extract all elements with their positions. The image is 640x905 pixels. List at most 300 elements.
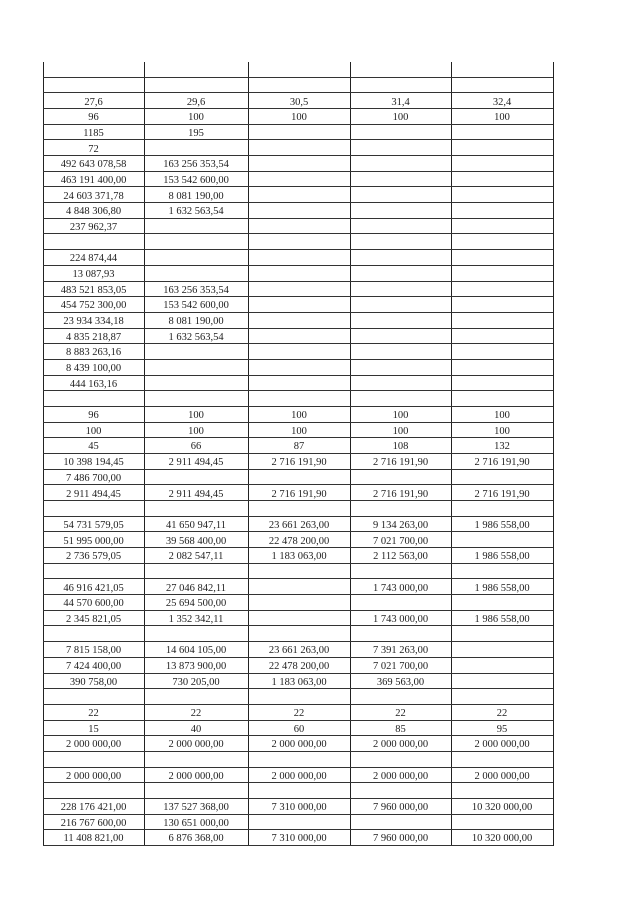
table-cell [451, 783, 553, 798]
table-cell: 2 716 191,90 [474, 457, 530, 469]
table-row [43, 689, 553, 705]
table-cell: 108 [392, 441, 409, 453]
table-cell [43, 78, 144, 93]
table-row [43, 454, 553, 470]
table-cell [451, 219, 553, 234]
table-cell: 72 [88, 143, 99, 155]
table-cell: 463 191 400,00 [60, 174, 127, 186]
table-cell: 22 478 200,00 [268, 535, 330, 547]
table-cell: 14 604 105,00 [165, 645, 227, 657]
table-row [43, 297, 553, 313]
table-cell [248, 62, 350, 77]
table-cell [451, 203, 553, 218]
table-cell: 100 [494, 410, 510, 422]
table-cell [451, 626, 553, 641]
table-cell: 4 835 218,87 [65, 331, 122, 343]
table-cell: 7 424 400,00 [65, 661, 122, 672]
table-row [43, 344, 553, 360]
table-cell [451, 658, 553, 673]
table-cell [144, 783, 248, 798]
table-row [43, 658, 553, 674]
table-row [43, 830, 553, 846]
table-cell [350, 689, 451, 704]
data-table [43, 62, 553, 846]
table-cell [144, 376, 248, 391]
table-cell [248, 689, 350, 704]
table-cell: 10 320 000,00 [471, 833, 533, 845]
table-cell [248, 783, 350, 798]
table-cell: 39 568 400,00 [165, 535, 227, 547]
table-cell [350, 470, 451, 485]
table-cell: 2 000 000,00 [271, 770, 327, 782]
table-cell: 153 542 600,00 [163, 174, 229, 186]
table-row [43, 203, 553, 219]
table-row [43, 360, 553, 376]
table-cell: 1 183 063,00 [271, 551, 327, 563]
table-cell: 7 960 000,00 [372, 833, 429, 845]
table-row [43, 187, 553, 203]
table-cell [248, 297, 350, 312]
table-cell: 483 521 853,05 [60, 284, 127, 296]
table-row [43, 313, 553, 329]
table-cell [451, 250, 553, 265]
table-cell [350, 391, 451, 406]
table-cell: 23 934 334,18 [63, 316, 124, 328]
table-cell [248, 815, 350, 830]
table-row [43, 705, 553, 721]
table-cell: 4 848 306,80 [65, 206, 122, 218]
table-cell [144, 360, 248, 375]
table-cell: 2 911 494,45 [168, 457, 224, 469]
table-cell [144, 564, 248, 579]
table-cell [350, 125, 451, 140]
table-cell: 100 [188, 425, 204, 437]
table-row [43, 140, 553, 156]
table-cell: 32,4 [492, 96, 512, 108]
table-cell [248, 376, 350, 391]
table-cell [350, 501, 451, 516]
table-cell [451, 642, 553, 657]
table-cell: 54 731 579,05 [63, 519, 124, 531]
table-cell: 2 112 563,00 [373, 551, 428, 563]
table-cell [248, 329, 350, 344]
table-cell: 216 767 600,00 [60, 817, 127, 829]
table-row [43, 532, 553, 548]
table-cell: 10 320 000,00 [471, 802, 533, 814]
table-cell: 2 000 000,00 [168, 770, 224, 782]
table-cell [350, 376, 451, 391]
table-cell: 100 [291, 112, 307, 124]
table-cell [350, 172, 451, 187]
table-cell [43, 234, 144, 249]
table-cell [350, 62, 451, 77]
table-cell: 2 716 191,90 [372, 457, 429, 469]
table-cell [350, 626, 451, 641]
table-cell: 8 883 263,16 [65, 347, 122, 359]
table-row [43, 485, 553, 501]
table-cell: 45 [88, 441, 99, 453]
table-cell: 1 743 000,00 [372, 613, 429, 625]
table-cell [144, 689, 248, 704]
table-cell [43, 752, 144, 767]
table-cell: 2 716 191,90 [271, 488, 327, 500]
table-cell [350, 595, 451, 610]
table-cell [451, 752, 553, 767]
table-cell: 60 [293, 723, 305, 735]
table-cell [248, 391, 350, 406]
table-cell: 85 [395, 723, 406, 735]
table-row [43, 407, 553, 423]
table-cell [451, 266, 553, 281]
table-cell: 237 962,37 [69, 221, 118, 233]
table-cell: 29,6 [186, 96, 206, 108]
table-cell: 224 874,44 [69, 253, 118, 265]
table-cell: 25 694 500,00 [165, 598, 227, 610]
table-cell [248, 266, 350, 281]
table-row [43, 156, 553, 172]
table-cell: 100 [85, 425, 102, 437]
table-cell [350, 156, 451, 171]
table-cell: 1 743 000,00 [372, 582, 429, 594]
table-cell: 31,4 [391, 96, 410, 108]
table-row [43, 517, 553, 533]
table-cell: 163 256 353,54 [163, 284, 229, 296]
table-cell: 2 000 000,00 [372, 739, 429, 751]
table-row [43, 721, 553, 737]
table-cell [451, 62, 553, 77]
table-cell [43, 501, 144, 516]
table-row [43, 752, 553, 768]
table-cell: 100 [392, 112, 409, 124]
table-cell: 13 087,93 [72, 269, 115, 280]
table-cell [248, 219, 350, 234]
table-row [43, 266, 553, 282]
table-row [43, 642, 553, 658]
table-cell: 22 [395, 708, 406, 720]
table-cell: 23 661 263,00 [268, 519, 330, 531]
table-cell: 2 716 191,90 [372, 488, 429, 500]
table-cell: 22 [88, 708, 99, 720]
table-cell [451, 501, 553, 516]
table-cell [451, 674, 553, 689]
table-cell: 27 046 842,11 [166, 582, 226, 594]
table-cell: 7 021 700,00 [372, 661, 429, 672]
table-row [43, 564, 553, 580]
table-cell: 390 758,00 [69, 676, 118, 688]
table-row [43, 768, 553, 784]
table-cell: 9 134 263,00 [372, 519, 429, 531]
table-row [43, 470, 553, 486]
table-cell: 2 000 000,00 [474, 739, 530, 751]
table-cell [43, 391, 144, 406]
table-row [43, 62, 553, 78]
table-cell: 1 986 558,00 [474, 551, 530, 563]
table-cell [350, 266, 451, 281]
table-cell [350, 219, 451, 234]
table-row [43, 234, 553, 250]
table-cell: 100 [291, 410, 307, 422]
table-row [43, 329, 553, 345]
table-cell [451, 172, 553, 187]
table-cell: 1 986 558,00 [474, 582, 530, 594]
table-cell: 1 183 063,00 [271, 676, 327, 688]
table-row [43, 219, 553, 235]
table-cell [248, 156, 350, 171]
table-cell [350, 360, 451, 375]
table-cell: 100 [392, 410, 409, 422]
table-cell: 195 [188, 127, 204, 139]
table-cell [248, 234, 350, 249]
table-row [43, 579, 553, 595]
table-row [43, 172, 553, 188]
table-row [43, 391, 553, 407]
table-cell [144, 62, 248, 77]
table-cell [451, 313, 553, 328]
table-cell [451, 595, 553, 610]
table-row [43, 611, 553, 627]
table-cell [350, 203, 451, 218]
table-cell [43, 689, 144, 704]
table-cell: 2 000 000,00 [168, 739, 224, 751]
table-row [43, 595, 553, 611]
table-cell: 132 [494, 441, 510, 453]
table-cell: 44 570 600,00 [63, 598, 124, 610]
table-cell: 2 736 579,05 [65, 551, 122, 563]
table-cell [144, 626, 248, 641]
table-cell [248, 564, 350, 579]
table-cell: 228 176 421,00 [60, 802, 127, 814]
table-cell: 2 000 000,00 [474, 770, 530, 782]
table-cell: 51 995 000,00 [63, 535, 124, 547]
table-cell: 22 [190, 708, 202, 720]
table-cell: 6 876 368,00 [168, 833, 224, 845]
table-cell [43, 783, 144, 798]
table-cell [451, 689, 553, 704]
table-cell: 1185 [83, 127, 104, 139]
table-row [43, 78, 553, 94]
table-cell: 95 [496, 723, 508, 735]
table-row [43, 799, 553, 815]
table-cell: 2 911 494,45 [66, 488, 121, 500]
table-cell [248, 313, 350, 328]
table-cell [144, 266, 248, 281]
table-cell [350, 140, 451, 155]
table-cell [451, 376, 553, 391]
table-cell [144, 501, 248, 516]
table-cell: 100 [291, 425, 307, 437]
table-row [43, 736, 553, 752]
table-cell: 1 632 563,54 [168, 331, 224, 343]
table-cell: 15 [88, 723, 99, 735]
table-cell: 130 651 000,00 [163, 817, 229, 829]
table-cell: 1 352 342,11 [168, 613, 224, 625]
table-row [43, 282, 553, 298]
table-cell: 2 716 191,90 [474, 488, 530, 500]
table-cell: 22 [293, 708, 305, 720]
table-cell [144, 219, 248, 234]
table-cell: 41 650 947,11 [166, 519, 226, 531]
table-cell: 100 [188, 410, 204, 422]
table-cell [350, 297, 451, 312]
table-cell: 2 082 547,11 [168, 551, 224, 563]
table-cell: 8 439 100,00 [65, 363, 122, 375]
table-row [43, 626, 553, 642]
table-cell: 2 716 191,90 [271, 457, 327, 469]
table-row [43, 109, 553, 125]
table-cell: 369 563,00 [376, 676, 425, 688]
table-cell [451, 125, 553, 140]
table-row [43, 376, 553, 392]
table-cell: 2 911 494,45 [168, 488, 224, 500]
table-cell: 492 643 078,58 [60, 159, 127, 171]
table-cell: 2 000 000,00 [372, 770, 429, 782]
table-cell [451, 470, 553, 485]
table-cell [144, 78, 248, 93]
table-cell [248, 752, 350, 767]
table-cell [451, 297, 553, 312]
table-cell [350, 313, 451, 328]
table-cell [451, 329, 553, 344]
table-cell [451, 391, 553, 406]
table-row [43, 674, 553, 690]
table-row [43, 783, 553, 799]
table-cell [248, 203, 350, 218]
table-cell [144, 470, 248, 485]
table-cell [451, 815, 553, 830]
table-cell: 137 527 368,00 [163, 802, 229, 814]
table-cell [451, 360, 553, 375]
table-cell: 730 205,00 [172, 676, 220, 688]
table-cell: 100 [494, 112, 510, 124]
table-cell [451, 344, 553, 359]
table-row [43, 423, 553, 439]
table-cell: 7 310 000,00 [271, 802, 327, 814]
table-cell: 100 [494, 425, 510, 437]
table-cell [451, 282, 553, 297]
table-cell [248, 360, 350, 375]
table-cell [248, 501, 350, 516]
table-cell [350, 564, 451, 579]
table-cell [248, 140, 350, 155]
column-divider [553, 62, 554, 846]
table-row [43, 250, 553, 266]
table-row [43, 93, 553, 109]
table-cell [248, 125, 350, 140]
table-cell: 24 603 371,78 [63, 190, 124, 202]
table-cell [350, 282, 451, 297]
table-cell: 8 081 190,00 [168, 316, 224, 328]
table-cell [248, 595, 350, 610]
table-cell [451, 156, 553, 171]
table-cell: 22 478 200,00 [268, 661, 330, 672]
table-cell: 87 [293, 441, 305, 453]
table-cell [248, 187, 350, 202]
table-cell: 96 [88, 112, 99, 124]
table-cell: 100 [188, 112, 204, 124]
table-cell [43, 626, 144, 641]
table-cell [144, 391, 248, 406]
table-cell [248, 250, 350, 265]
table-cell [350, 250, 451, 265]
table-cell [451, 78, 553, 93]
table-cell: 100 [392, 425, 409, 437]
table-cell [451, 187, 553, 202]
table-cell: 30,5 [289, 96, 309, 108]
table-cell: 7 310 000,00 [271, 833, 327, 845]
table-cell: 23 661 263,00 [268, 645, 330, 657]
table-row [43, 125, 553, 141]
table-row [43, 501, 553, 517]
table-cell [248, 470, 350, 485]
table-cell: 8 081 190,00 [168, 190, 224, 202]
table-cell: 96 [88, 410, 99, 422]
table-cell [350, 329, 451, 344]
table-cell: 153 542 600,00 [163, 300, 229, 312]
table-cell: 454 752 300,00 [60, 300, 127, 312]
table-cell [144, 344, 248, 359]
table-cell: 66 [190, 441, 202, 453]
table-cell [144, 250, 248, 265]
table-cell [248, 282, 350, 297]
table-cell: 7 486 700,00 [65, 472, 122, 484]
table-cell [144, 752, 248, 767]
table-cell: 2 000 000,00 [271, 739, 327, 751]
table-cell: 11 408 821,00 [63, 833, 124, 845]
table-cell: 22 [496, 708, 508, 720]
table-cell [350, 752, 451, 767]
table-cell: 10 398 194,45 [63, 457, 124, 469]
table-cell [451, 564, 553, 579]
table-cell [43, 564, 144, 579]
table-cell: 163 256 353,54 [163, 159, 229, 171]
table-cell: 2 000 000,00 [65, 739, 122, 751]
table-cell [350, 783, 451, 798]
table-cell: 7 021 700,00 [372, 535, 429, 547]
table-cell: 1 632 563,54 [168, 206, 224, 218]
table-cell: 7 960 000,00 [372, 802, 429, 814]
table-cell [248, 78, 350, 93]
table-cell: 2 000 000,00 [65, 770, 122, 782]
table-cell [350, 234, 451, 249]
table-cell [350, 78, 451, 93]
table-cell [350, 815, 451, 830]
table-row [43, 815, 553, 831]
table-cell [248, 344, 350, 359]
table-cell [248, 172, 350, 187]
table-cell [43, 62, 144, 77]
table-cell: 2 345 821,05 [65, 613, 122, 625]
table-cell [248, 611, 350, 626]
table-cell [248, 579, 350, 594]
table-cell: 1 986 558,00 [474, 519, 530, 531]
table-cell: 27,6 [84, 96, 103, 108]
table-cell [144, 234, 248, 249]
table-cell: 40 [190, 723, 202, 735]
table-cell [144, 140, 248, 155]
table-cell [350, 187, 451, 202]
table-cell: 13 873 900,00 [165, 661, 227, 672]
table-cell [248, 626, 350, 641]
table-cell [451, 140, 553, 155]
table-row [43, 548, 553, 564]
table-cell [451, 234, 553, 249]
table-cell: 1 986 558,00 [474, 613, 530, 625]
table-cell [350, 344, 451, 359]
table-cell: 46 916 421,05 [63, 582, 124, 594]
table-cell: 7 391 263,00 [372, 645, 429, 657]
table-cell: 7 815 158,00 [65, 645, 122, 657]
table-cell: 444 163,16 [69, 378, 118, 390]
